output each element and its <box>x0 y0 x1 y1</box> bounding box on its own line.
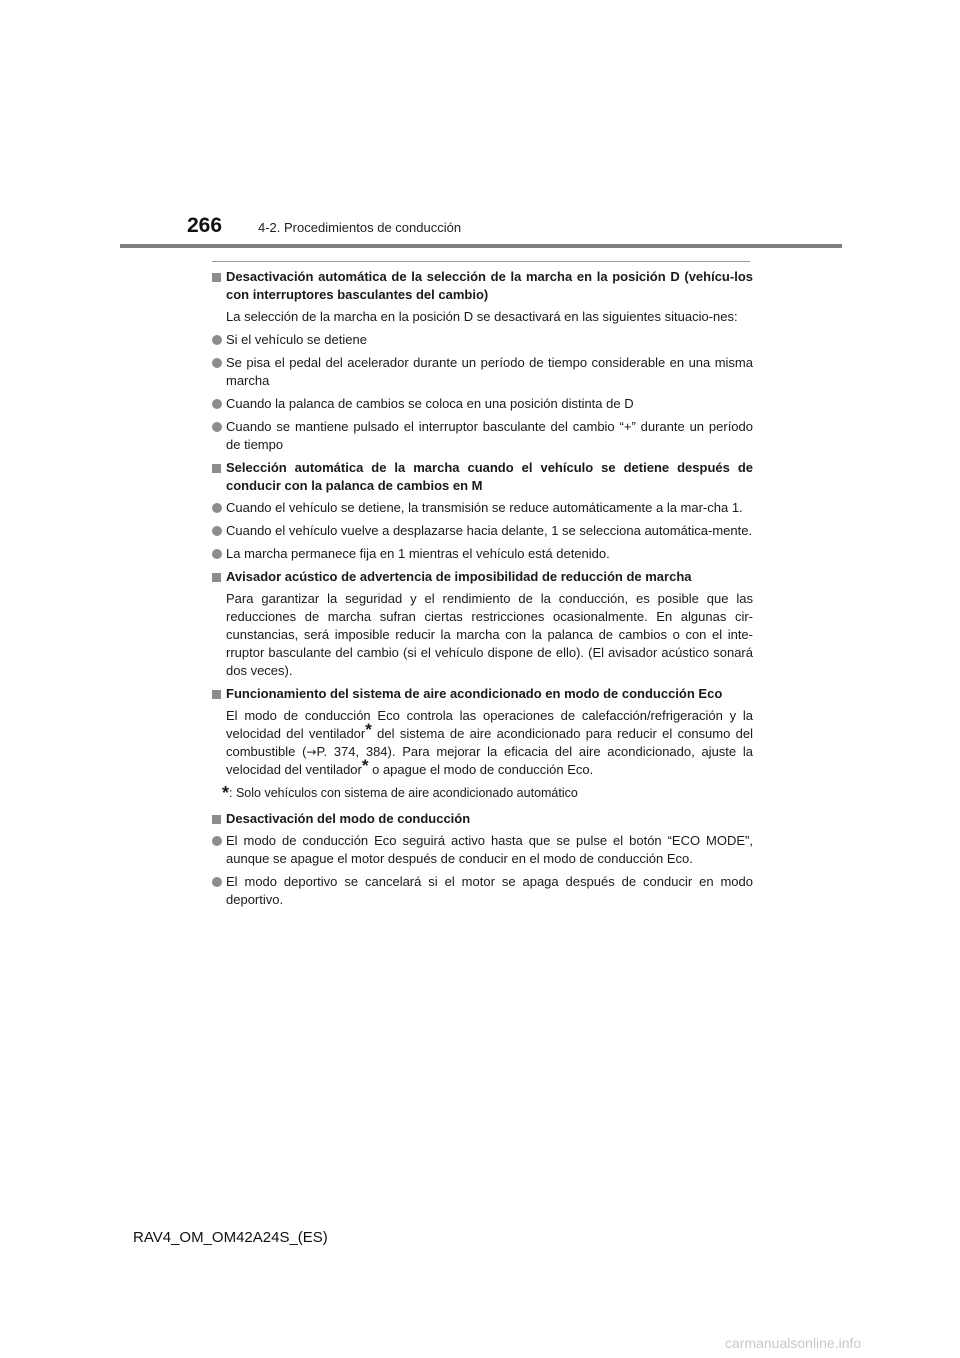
page-content <box>212 268 753 914</box>
circle-bullet-icon <box>212 335 222 345</box>
page-header <box>0 0 960 260</box>
section-heading <box>212 268 753 304</box>
section-heading-text: Funcionamiento del sistema de aire acondicionado en modo de conducción Eco <box>226 686 723 701</box>
section-heading <box>212 810 753 828</box>
footnote-text: : Solo vehículos con sistema de aire acondicionado automático <box>229 786 578 800</box>
square-bullet-icon <box>212 815 221 824</box>
section-paragraph: Para garantizar la seguridad y el rendimiento de la conducción, es posible que las reducciones de marcha sufran ciertas restricciones ocasionalmente. En algunas cir-cunstancias, será imposible reducir la marcha con la palanca de cambios o con el inte-rruptor basculante del cambio (si el vehículo dispone de ello). (El avisador acústico sonará dos veces). <box>226 591 753 678</box>
section-paragraph: La selección de la marcha en la posición D se desactivará en las siguientes situacio-nes: <box>226 309 738 324</box>
circle-bullet-icon <box>212 422 222 432</box>
section-heading-text: Desactivación del modo de conducción <box>226 811 471 826</box>
footnote <box>212 784 753 802</box>
section-heading-text: Selección automática de la marcha cuando el vehículo se detiene después de conducir con la palanca de cambios en M <box>226 460 753 493</box>
list-item-text: Se pisa el pedal del acelerador durante un período de tiempo considerable en una misma marcha <box>226 355 753 388</box>
square-bullet-icon <box>212 464 221 473</box>
circle-bullet-icon <box>212 549 222 559</box>
paragraph-text: El modo de conducción Eco controla las operaciones de calefacción/refrigeración y la velocidad del ventilador <box>226 708 753 741</box>
list-item-text: El modo deportivo se cancelará si el motor se apaga después de conducir en modo deportivo. <box>226 874 753 907</box>
page-reference-arrow: → <box>306 745 317 759</box>
list-item-text: El modo de conducción Eco seguirá activo hasta que se pulse el botón “ECO MODE”, aunque se apague el motor después de conducir en el modo de conducción Eco. <box>226 833 753 866</box>
circle-bullet-icon <box>212 503 222 513</box>
list-item-text: Cuando se mantiene pulsado el interruptor basculante del cambio “+” durante un período de tiempo <box>226 419 753 452</box>
section-heading-text: Desactivación automática de la selección de la marcha en la posición D (vehícu-los con interruptores basculantes del cambio) <box>226 269 753 302</box>
circle-bullet-icon <box>212 877 222 887</box>
list-item <box>212 545 753 563</box>
section-air-conditioning-eco-mode <box>212 685 753 802</box>
section-title: 4-2. Procedimientos de conducción <box>258 220 462 235</box>
square-bullet-icon <box>212 690 221 699</box>
list-item <box>212 832 753 868</box>
section-paragraph <box>212 707 753 779</box>
list-item <box>212 873 753 909</box>
watermark: carmanualsonline.info <box>725 1335 862 1351</box>
list-item-text: Cuando la palanca de cambios se coloca en una posición distinta de D <box>226 396 634 411</box>
square-bullet-icon <box>212 573 221 582</box>
list-item-text: Si el vehículo se detiene <box>226 332 367 347</box>
list-item <box>212 522 753 540</box>
footnote-star: * <box>365 720 372 739</box>
circle-bullet-icon <box>212 399 222 409</box>
list-item <box>212 418 753 454</box>
list-item-text: La marcha permanece fija en 1 mientras el vehículo está detenido. <box>226 546 610 561</box>
list-item <box>212 354 753 390</box>
document-code: RAV4_OM_OM42A24S_(ES) <box>133 1229 328 1246</box>
footnote-star: * <box>222 783 230 803</box>
page-number: 266 <box>187 214 223 237</box>
footnote-star: * <box>361 756 369 775</box>
paragraph-text: o apague el modo de conducción Eco. <box>368 762 594 777</box>
circle-bullet-icon <box>212 358 222 368</box>
header-rule <box>120 244 842 248</box>
list-item-text: Cuando el vehículo se detiene, la transmisión se reduce automáticamente a la mar-cha 1. <box>226 500 743 515</box>
page-reference-link: P. 374, 384). Para mejorar la eficacia del aire acondicionado, ajuste la velocidad del ventilador <box>226 744 753 777</box>
section-heading <box>212 685 753 703</box>
section-heading <box>212 568 753 586</box>
paragraph-text: del sistema de aire acondicionado para reducir el consumo del combustible ( <box>226 726 753 759</box>
square-bullet-icon <box>212 273 221 282</box>
section-heading <box>212 459 753 495</box>
circle-bullet-icon <box>212 526 222 536</box>
section-driving-mode-deactivation <box>212 810 753 909</box>
list-item <box>212 499 753 517</box>
section-heading-text: Avisador acústico de advertencia de imposibilidad de reducción de marcha <box>226 569 692 584</box>
list-item <box>212 331 753 349</box>
list-item-text: Cuando el vehículo vuelve a desplazarse hacia delante, 1 se selecciona automática-mente. <box>226 523 753 538</box>
circle-bullet-icon <box>212 836 222 846</box>
section-downshift-warning-buzzer <box>212 568 753 680</box>
section-d-position-deactivation <box>212 268 753 454</box>
content-divider <box>212 261 750 262</box>
section-auto-gear-selection-m <box>212 459 753 563</box>
list-item <box>212 395 753 413</box>
